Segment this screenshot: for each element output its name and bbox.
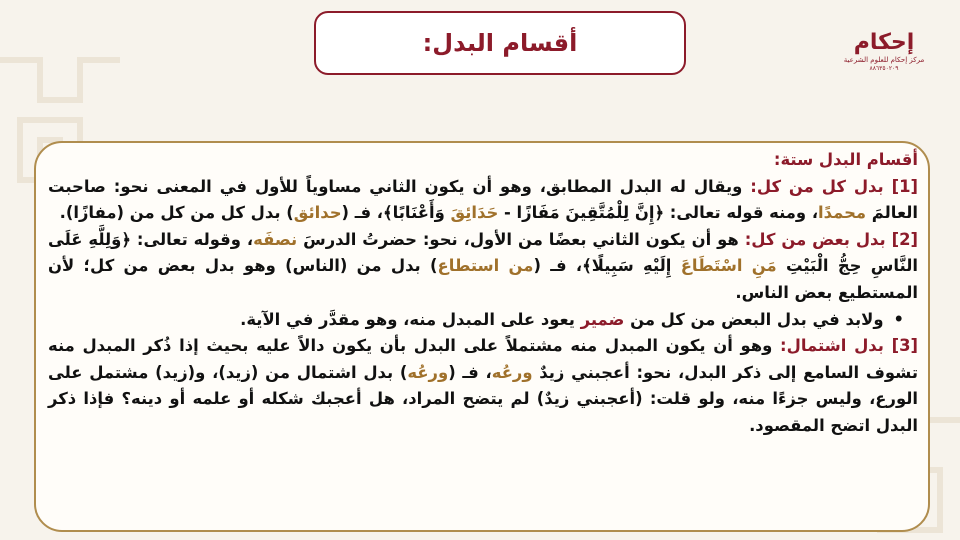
section-2 [48, 227, 918, 307]
bullet-note [48, 307, 918, 334]
page-title: أقسام البدل: [422, 29, 578, 57]
intro-line [48, 147, 918, 174]
bullet-highlight: ضمير [580, 309, 625, 329]
section-3-text-a: وهو أن يكون المبدل منه مشتملاً على البدل بأن يكون دالاً عليه بحيث إذا ذُكر المبدل منه تشوف السامع إلى ذكر البدل، نحو: أعجبني زيدٌ [48, 336, 919, 382]
title-box [314, 11, 686, 75]
section-3-text-c: ) بدل اشتمال من (زيد)، و(زيد) مشتمل على الورع، وليس جزءًا منه، ولو قلت: (أعجبني زيدٌ) لم يتضح المراد، هل أعجبك شكله أو علمه أو دينه؟ فإذا ذكر البدل اتضح المقصود. [48, 362, 918, 435]
section-1-highlight-c: حدائق [293, 203, 342, 223]
brand-logo [843, 30, 925, 98]
bullet-text-a: ولابد في بدل البعض من كل من [624, 309, 884, 329]
bullet-symbol: • [893, 309, 904, 329]
section-2-text-c: إِلَيْهِ سَبِيلًا﴾، فـ ( [533, 256, 681, 276]
section-1-text-d: ) بدل كل من كل من (مفازًا). [59, 203, 294, 223]
section-3-highlight-b: ورعُه [407, 362, 449, 382]
section-1-highlight-b: حَدَائِقَ [450, 203, 499, 223]
section-2-highlight-c: من استطاع [437, 256, 534, 276]
section-2-text-a: هو أن يكون الثاني بعضًا من الأول، نحو: حضرتُ الدرسَ [297, 229, 745, 249]
content-box [34, 141, 930, 532]
section-2-label: [2] بدل بعض من كل: [744, 229, 919, 249]
section-2-highlight-a: نصفَه [253, 229, 298, 249]
section-1-label: [1] بدل كل من كل: [750, 176, 919, 196]
section-3-text-b: ، فـ ( [448, 362, 492, 382]
section-1-text-a: ويقال له البدل المطابق، وهو أن يكون الثاني مساوياً للأول في المعنى نحو: صاحبت العالمَ [48, 176, 918, 223]
intro-heading: أقسام البدل ستة: [773, 150, 918, 169]
bullet-text-wrap [240, 307, 883, 334]
section-1-text-c: وَأَعْنَابًا﴾، فـ ( [341, 203, 451, 223]
logo-name: إحكام [853, 30, 915, 55]
section-1-text-b: ، ومنه قوله تعالى: ﴿إِنَّ لِلْمُتَّقِينَ مَفَازًا - [498, 203, 819, 223]
section-2-text-d: ) بدل من (الناس) وهو بدل بعض من كل؛ لأن المستطيع بعض الناس. [48, 256, 918, 302]
section-3-highlight-a: ورعُه [491, 362, 533, 382]
logo-phone: ٨٨٦٣٥٠٢٠٩ [869, 65, 899, 72]
section-3 [48, 333, 918, 439]
bullet-text-b: يعود على المبدل منه، وهو مقدَّر في الآية. [240, 309, 581, 329]
section-1-highlight-a: محمدًا [818, 203, 867, 223]
logo-subtitle: مركز إحكام للعلوم الشرعية [843, 56, 925, 64]
section-2-highlight-b: مَنِ اسْتَطَاعَ [680, 256, 777, 276]
section-3-label: [3] بدل اشتمال: [780, 336, 918, 356]
section-1 [48, 174, 918, 227]
section-2-text-b: ، وقوله تعالى: ﴿وَلِلَّهِ عَلَى النَّاسِ حِجُّ الْبَيْتِ [48, 229, 918, 276]
